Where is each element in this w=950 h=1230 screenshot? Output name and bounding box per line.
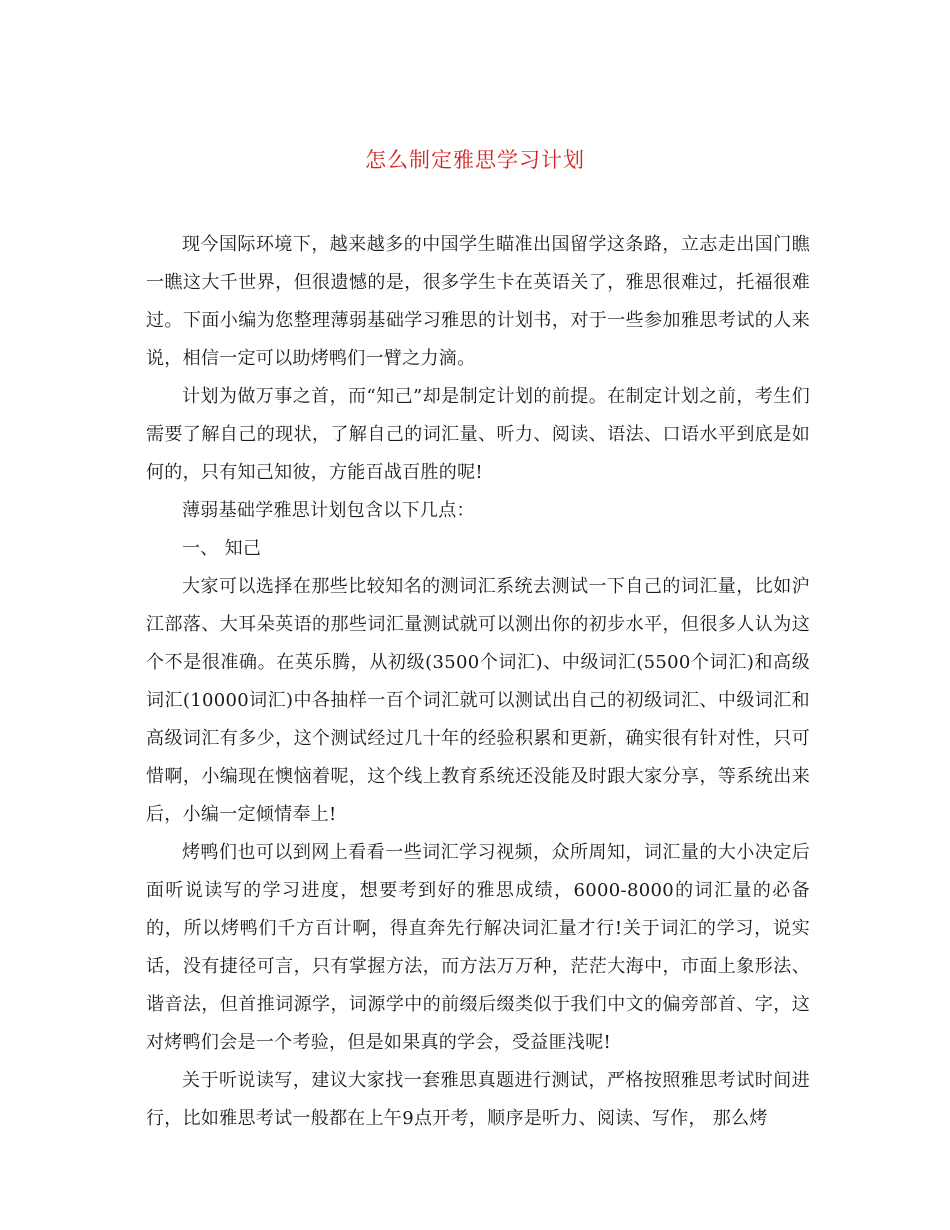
document-title: 怎么制定雅思学习计划 [365, 148, 585, 172]
paragraph-vocab-learning: 烤鸭们也可以到网上看看一些词汇学习视频，众所周知，词汇量的大小决定后面听说读写的学习进度，想要考到好的雅思成绩，6000-8000的词汇量的必备的，所以烤鸭们千方百计啊，得直奔先行解决词汇量才行!关于词汇的学习，说实话，没有捷径可言，只有掌握方法，而方法万万种，茫茫大海中，市面上象形法、谐音法，但首推词源学，词源学中的前缀后缀类似于我们中文的偏旁部首、字，这对烤鸭们会是一个考验，但是如果真的学会，受益匪浅呢! [146, 842, 810, 1053]
paragraph-vocab-test: 大家可以选择在那些比较知名的测词汇系统去测试一下自己的词汇量，比如沪江部落、大耳朵英语的那些词汇量测试就可以测出你的初步水平，但很多人认为这个不是很准确。在英乐腾，从初级(3500个词汇)、中级词汇(5500个词汇)和高级词汇(10000词汇)中各抽样一百个词汇就可以测试出自己的初级词汇、中级词汇和高级词汇有多少，这个测试经过几十年的经验积累和更新，确实很有针对性，只可惜啊，小编现在懊恼着呢，这个线上教育系统还没能及时跟大家分享，等系统出来后，小编一定倾情奉上! [146, 576, 810, 825]
paragraph-intro: 现今国际环境下，越来越多的中国学生瞄准出国留学这条路，立志走出国门瞧一瞧这大千世界，但很遗憾的是，很多学生卡在英语关了，雅思很难过，托福很难过。下面小编为您整理薄弱基础学习雅思的计划书，对于一些参加雅思考试的人来说，相信一定可以助烤鸭们一臂之力滴。 [146, 234, 810, 369]
paragraph-plan-points: 薄弱基础学雅思计划包含以下几点： [182, 500, 475, 521]
section-heading-know-yourself: 一、 知己 [182, 538, 262, 559]
document-body [146, 226, 810, 1138]
paragraph-listening-speaking: 关于听说读写，建议大家找一套雅思真题进行测试，严格按照雅思考试时间进行，比如雅思考试一般都在上午9点开考，顺序是听力、阅读、写作， 那么烤 [146, 1070, 810, 1129]
paragraph-planning: 计划为做万事之首，而“知己”却是制定计划的前提。在制定计划之前，考生们需要了解自己的现状，了解自己的词汇量、听力、阅读、语法、口语水平到底是如何的，只有知己知彼，方能百战百胜的呢! [146, 386, 810, 483]
